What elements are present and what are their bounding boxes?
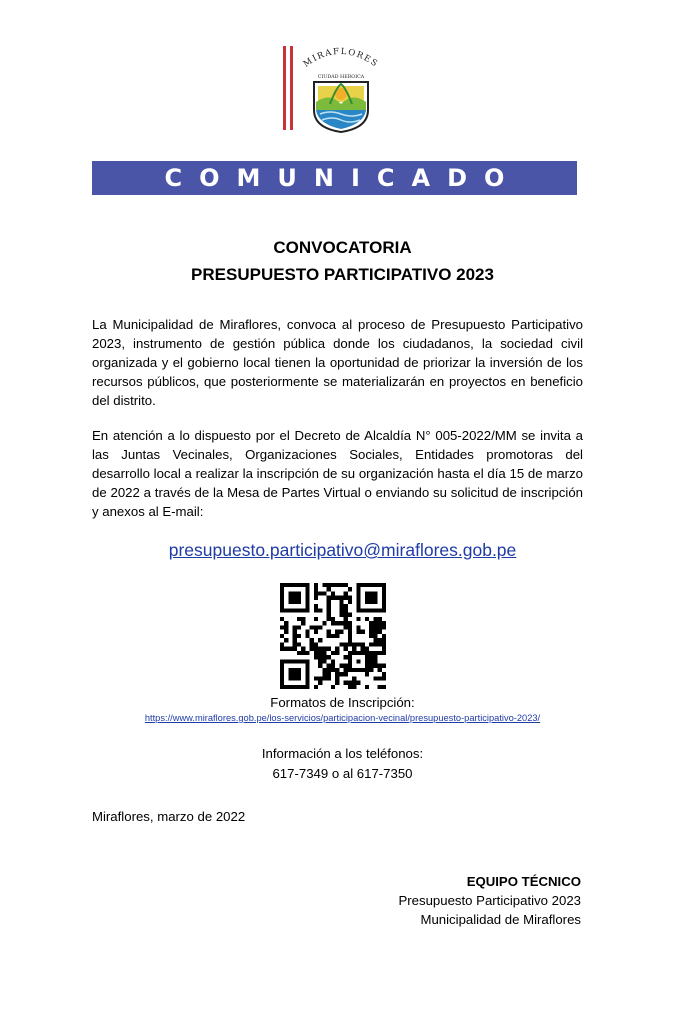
signature-program: Presupuesto Participativo 2023 (398, 893, 581, 908)
formats-url-link[interactable]: https://www.miraflores.gob.pe/los-servicios/participacion-vecinal/presupuesto-participativo-2023/ (144, 713, 541, 723)
body-paragraph-2: En atención a lo dispuesto por el Decreto de Alcaldía N° 005-2022/MM se invita a las Juntas Vecinales, Organizaciones Sociales, Entidades promotoras del desarrollo local a realizar la inscripción de su organización hasta el día 15 de marzo de 2022 a través de la Mesa de Partes Virtual o enviando su solicitud de inscripción y anexos al E-mail: (92, 428, 583, 519)
phones-label: Información a los teléfonos: (261, 746, 424, 761)
miraflores-logo (280, 44, 390, 134)
signature-institution: Municipalidad de Miraflores (420, 912, 581, 927)
qr-code-icon (280, 583, 386, 689)
signature-team: EQUIPO TÉCNICO (466, 874, 581, 889)
miraflores-emblem-icon (280, 44, 390, 134)
svg-text:MIRAFLORES (302, 47, 380, 70)
banner-text: COMUNICADO (164, 164, 522, 192)
formats-label: Formatos de Inscripción: (270, 695, 415, 710)
place-date: Miraflores, marzo de 2022 (92, 809, 246, 824)
phone-numbers: 617-7349 o al 617-7350 (272, 766, 413, 781)
comunicado-banner (92, 161, 577, 195)
title-line-2: PRESUPUESTO PARTICIPATIVO 2023 (191, 265, 494, 284)
qr-code[interactable] (280, 583, 386, 689)
title-line-1: CONVOCATORIA (273, 238, 412, 257)
logo-subtitle-text: CIUDAD HEROICA (317, 75, 365, 80)
logo-name-text: MIRAFLORES (301, 46, 381, 70)
body-paragraph-1: La Municipalidad de Miraflores, convoca al proceso de Presupuesto Participativo 2023, instrumento de gestión pública donde los ciudadanos, la sociedad civil organizada y el gobierno local tienen la oportunidad de priorizar la inversión de los recursos públicos, que posteriormente se materializarán en proyectos en beneficio del distrito. (92, 317, 583, 408)
email-link[interactable]: presupuesto.participativo@miraflores.gob.pe (168, 540, 517, 560)
